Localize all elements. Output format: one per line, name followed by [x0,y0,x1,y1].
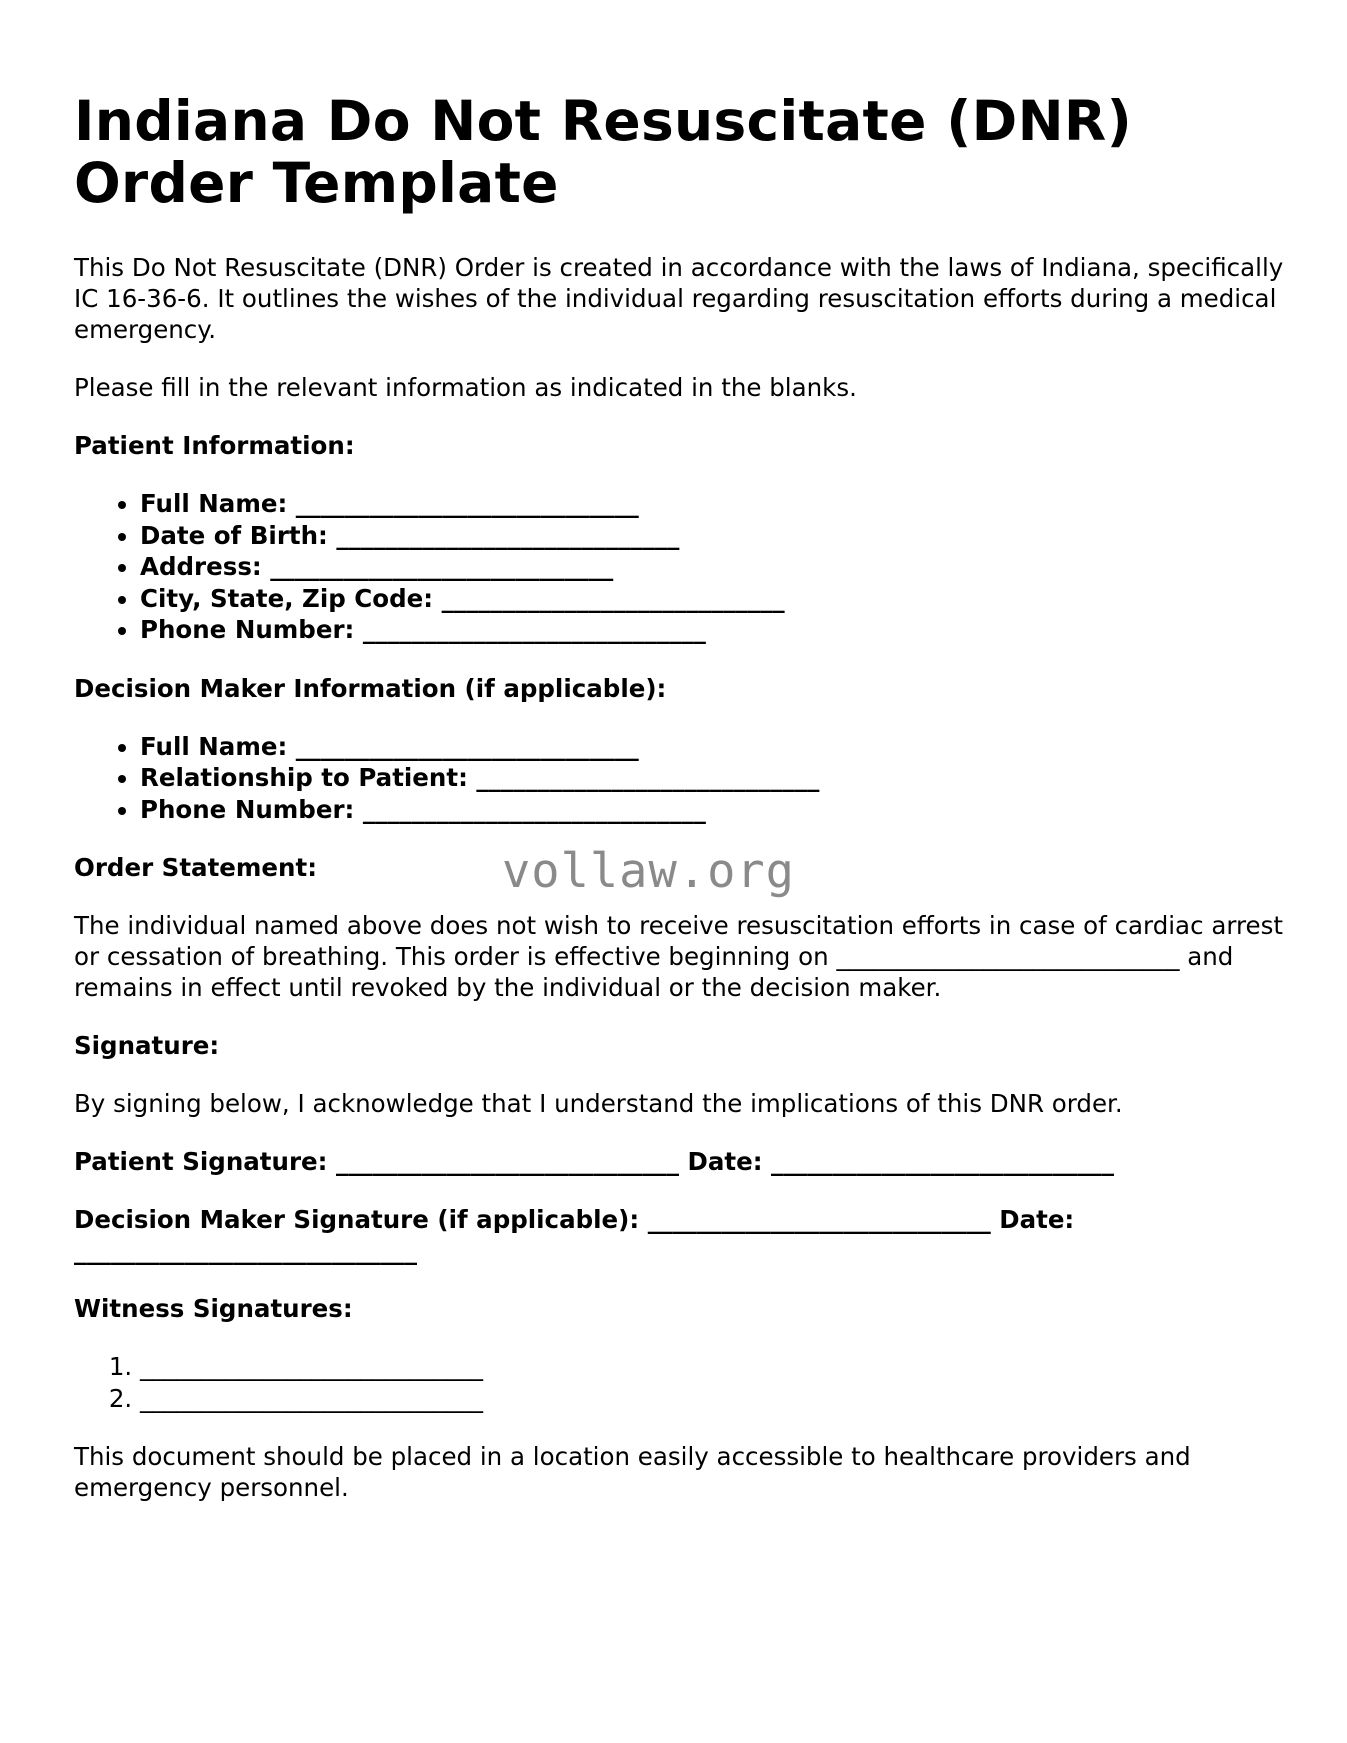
witness-signature-2[interactable]: 2. ____________________________ [140,1383,1284,1415]
title-line-2: Order Template [74,151,559,215]
patient-field-phone[interactable]: • Phone Number: ____________________________ [140,614,1284,646]
document [74,90,1284,1503]
effective-date-blank[interactable]: ____________________________ [836,942,1180,971]
title-line-1: Indiana Do Not Resuscitate (DNR) [74,89,1133,153]
footer-note: This document should be placed in a location easily accessible to healthcare providers and emergency personnel. [74,1442,1191,1502]
dm-field-phone[interactable]: • Phone Number: ____________________________ [140,794,1284,826]
witness-list [74,1351,1284,1414]
patient-field-full-name[interactable]: • Full Name: ____________________________ [140,488,1284,520]
patient-field-address[interactable]: • Address: ____________________________ [140,551,1284,583]
order-statement-text: The individual named above does not wish to receive resuscitation efforts in case of cardiac arrest or cessation of breathing. This order is effective beginning on ____________________________ and remains in effect until revoked by the individual or the decision maker. [74,911,1283,1002]
patient-fields-list [74,488,1284,646]
patient-info-heading: Patient Information: [74,431,355,460]
decision-maker-signature-line[interactable]: Decision Maker Signature (if applicable): ____________________________ Date: ____________________________ [74,1205,1075,1265]
dm-field-relationship[interactable]: • Relationship to Patient: ____________________________ [140,762,1284,794]
intro-paragraph: This Do Not Resuscitate (DNR) Order is created in accordance with the laws of Indiana, specifically IC 16-36-6. It outlines the wishes of the individual regarding resuscitation efforts during a medical emergency. [74,253,1284,344]
acknowledgement: By signing below, I acknowledge that I understand the implications of this DNR order. [74,1089,1123,1118]
dm-field-full-name[interactable]: • Full Name: ____________________________ [140,731,1284,763]
instructions: Please fill in the relevant information as indicated in the blanks. [74,373,857,402]
patient-field-dob[interactable]: • Date of Birth: ____________________________ [140,520,1284,552]
page-title [74,90,1284,214]
patient-field-city-state-zip[interactable]: • City, State, Zip Code: ____________________________ [140,583,1284,615]
patient-signature-line[interactable]: Patient Signature: ____________________________ Date: ____________________________ [74,1147,1115,1176]
watermark: vollaw.org [502,844,795,899]
decision-maker-heading: Decision Maker Information (if applicable): [74,673,667,703]
decision-maker-fields-list [74,731,1284,826]
order-statement-heading: Order Statement: [74,853,317,882]
signature-heading: Signature: [74,1031,220,1060]
witness-signature-1[interactable]: 1. ____________________________ [140,1351,1284,1383]
witness-heading: Witness Signatures: [74,1294,353,1323]
